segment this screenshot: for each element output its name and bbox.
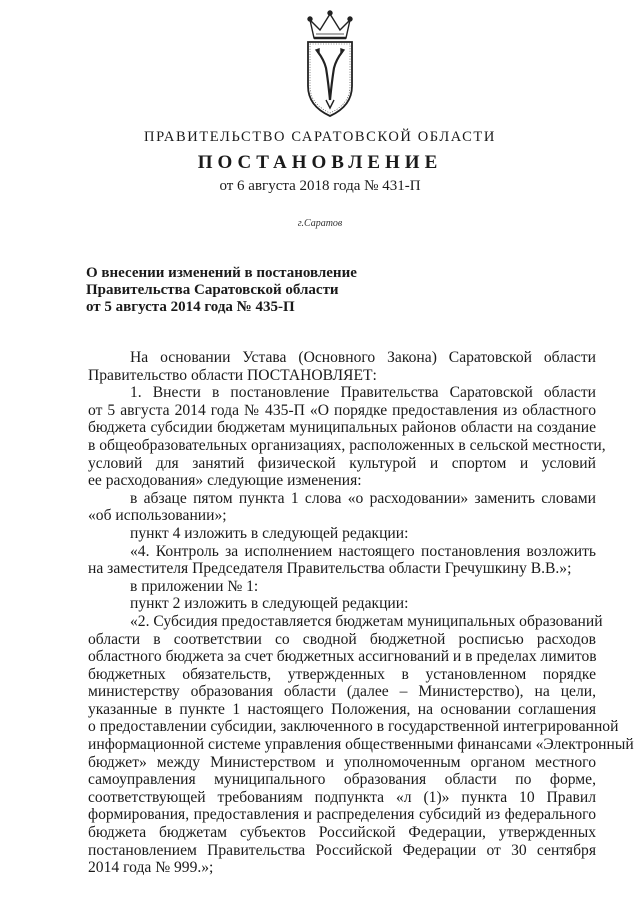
body-line: формирования, предоставления и распределения субсидий из федерального xyxy=(88,806,596,824)
body-line: 2014 года № 999.»; xyxy=(88,859,214,877)
body-line: министерству образования области (далее – Министерство), на цели, xyxy=(88,683,596,701)
body-line: условий для занятий физической культурой и спортом и условий xyxy=(88,454,596,472)
body-line: бюджета бюджетам субъектов Российской Федерации, утвержденных xyxy=(88,824,596,842)
body-line: пункт 4 изложить в следующей редакции: xyxy=(130,524,409,542)
body-line: Правительство области ПОСТАНОВЛЯЕТ: xyxy=(88,366,377,384)
body-line: от 5 августа 2014 года № 435-П «О порядке предоставления из областного xyxy=(88,401,596,419)
body-line: областного бюджета за счет бюджетных ассигнований и в пределах лимитов xyxy=(88,648,597,666)
body-line: самоуправления муниципального образования области по форме, xyxy=(88,771,596,789)
document-type: ПОСТАНОВЛЕНИЕ xyxy=(197,152,443,173)
document-subject xyxy=(86,265,486,316)
body-line: бюджетных обязательств, утвержденных в установленном порядке xyxy=(88,665,596,683)
body-line: указанные в пункте 1 настоящего Положения, на основании соглашения xyxy=(88,700,596,718)
body-line: 1. Внести в постановление Правительства Саратовской области xyxy=(130,384,596,402)
body-line: «4. Контроль за исполнением настоящего постановления возложить xyxy=(130,542,596,560)
body-line: «2. Субсидия предоставляется бюджетам муниципальных образований xyxy=(130,612,603,630)
body-line: ее расходования» следующие изменения: xyxy=(88,472,362,490)
body-line: бюджета субсидии бюджетам муниципальных районов области на создание xyxy=(88,419,596,437)
body-line: бюджет» между Министерством и уполномоченным органом местного xyxy=(88,753,596,771)
body-line: о предоставлении субсидии, заключенного в государственной интегрированной xyxy=(88,718,619,736)
document-date-number: от 6 августа 2018 года № 431-П xyxy=(219,178,421,194)
body-line: в общеобразовательных организациях, расположенных в сельской местности, xyxy=(88,436,606,454)
document-body xyxy=(88,349,634,877)
body-line: соответствующей требованиям подпункта «л (1)» пункта 10 Правил xyxy=(88,788,596,806)
body-line: На основании Устава (Основного Закона) Саратовской области xyxy=(130,349,596,366)
body-line: информационной системе управления общественными финансами «Электронный xyxy=(88,736,634,754)
body-line: пункт 2 изложить в следующей редакции: xyxy=(130,595,409,613)
subject-line: Правительства Саратовской области xyxy=(86,282,339,298)
body-line: на заместителя Председателя Правительства области Гречушкину В.В.»; xyxy=(88,560,572,578)
saratov-coat-of-arms-icon xyxy=(300,8,360,120)
organization-name: ПРАВИТЕЛЬСТВО САРАТОВСКОЙ ОБЛАСТИ xyxy=(144,129,496,145)
body-line: области в соответствии со сводной бюджетной росписью расходов xyxy=(88,630,596,648)
subject-line: О внесении изменений в постановление xyxy=(86,265,357,281)
document-city: г.Саратов xyxy=(297,218,343,229)
body-line: «об использовании»; xyxy=(88,507,227,525)
body-line: в приложении № 1: xyxy=(130,577,259,595)
body-line: в абзаце пятом пункта 1 слова «о расходовании» заменить словами xyxy=(130,489,596,507)
body-line: постановлением Правительства Российской Федерации от 30 сентября xyxy=(88,841,596,859)
subject-line: от 5 августа 2014 года № 435-П xyxy=(86,299,295,315)
